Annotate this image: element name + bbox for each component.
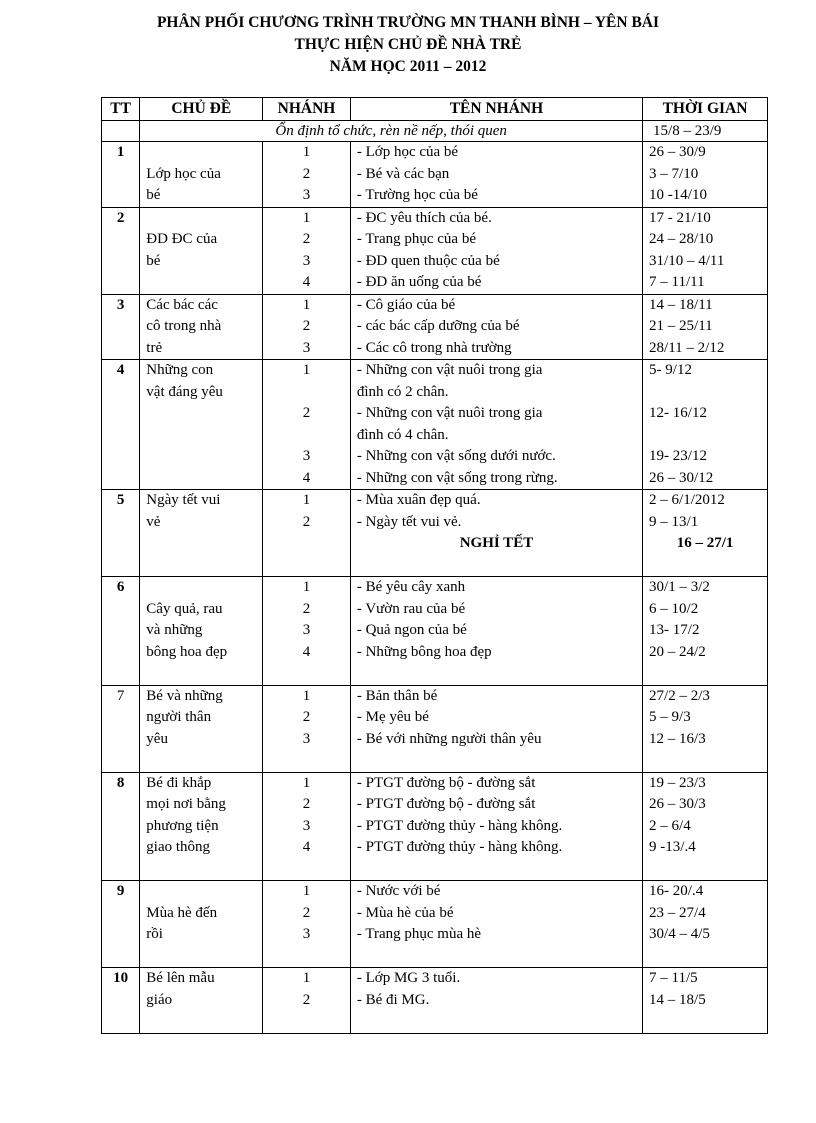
branch-number: 3: [302, 622, 311, 638]
blank-line: [102, 794, 139, 816]
blank-line: [102, 555, 139, 577]
cell-tt: [102, 968, 140, 1034]
cell-ten-nhanh: [350, 490, 642, 577]
blank-line: [643, 859, 767, 881]
topic-number: 9: [116, 883, 125, 899]
topic-number: 8: [116, 774, 125, 791]
cell-chu-de: [140, 294, 263, 360]
topic-name-line: giao thông: [146, 839, 211, 855]
topic-name-line: Bé và những: [146, 687, 223, 704]
blank-line: [351, 859, 642, 881]
branch-number: 1: [302, 209, 311, 226]
intro-text: Ổn định tổ chức, rèn nề nếp, thói quen: [140, 121, 643, 142]
blank-line: [643, 663, 767, 685]
blank-line: [643, 946, 767, 968]
branch-name: - Mùa hè của bé: [356, 904, 454, 921]
cell-thoi-gian: [643, 772, 768, 881]
topic-name-line: vật đáng yêu: [146, 383, 223, 400]
branch-number: 2: [302, 405, 311, 421]
cell-tt: [102, 207, 140, 294]
branch-number: 1: [302, 579, 311, 595]
blank-line: [140, 750, 262, 772]
blank-line: [102, 837, 139, 859]
blank-line: [102, 229, 139, 251]
holiday-label: NGHỈ TẾT: [459, 535, 534, 551]
time-range: 9 -13/.4: [649, 839, 696, 855]
branch-name: đình có 2 chân.: [356, 383, 449, 400]
cell-chu-de: [140, 490, 263, 577]
blank-line: [102, 859, 139, 881]
cell-thoi-gian: [643, 294, 768, 360]
blank-line: [351, 555, 642, 577]
branch-name: - Bé với những người thân yêu: [356, 730, 542, 747]
branch-name: - Mùa xuân đẹp quá.: [356, 492, 481, 508]
blank-line: [102, 425, 139, 447]
branch-number: [263, 425, 350, 447]
branch-name: - Những con vật sống dưới nước.: [356, 448, 556, 464]
topic-number: 10: [113, 970, 129, 986]
topic-name-line: Các bác các: [146, 296, 218, 313]
blank-line: [263, 946, 350, 968]
table-row: [102, 207, 768, 294]
time-range: 7 – 11/11: [649, 274, 705, 290]
cell-tt: [102, 142, 140, 208]
cell-nhanh: [263, 490, 351, 577]
branch-number: 3: [302, 730, 311, 747]
time-range: 28/11 – 2/12: [649, 339, 725, 356]
time-range: 19 – 23/3: [649, 774, 706, 791]
time-range: [643, 425, 767, 447]
blank-line: [263, 533, 350, 555]
cell-nhanh: [263, 577, 351, 686]
time-range: 23 – 27/4: [649, 904, 706, 921]
branch-name: - Cô giáo của bé: [356, 296, 456, 313]
cell-tt: [102, 490, 140, 577]
topic-name-line: giáo: [146, 991, 173, 1008]
blank-line: [263, 1011, 350, 1033]
branch-number: 3: [302, 339, 311, 356]
time-range: 30/1 – 3/2: [649, 579, 710, 595]
branch-name: - Quả ngon của bé: [356, 622, 467, 638]
blank-line: [351, 946, 642, 968]
column-header-tt: TT: [102, 98, 140, 121]
blank-line: [102, 1011, 139, 1033]
blank-line: [102, 620, 139, 642]
cell-nhanh: [263, 142, 351, 208]
table-row: [102, 294, 768, 360]
time-range: 31/10 – 4/11: [649, 252, 725, 269]
blank-line: [102, 382, 139, 404]
cell-tt: [102, 577, 140, 686]
blank-line: [351, 1011, 642, 1033]
branch-name: - Những con vật nuôi trong gia: [356, 362, 543, 378]
branch-name: - Bé yêu cây xanh: [356, 579, 466, 595]
cell-tt: [102, 881, 140, 968]
time-range: 12- 16/12: [649, 405, 707, 421]
table-row: [102, 360, 768, 490]
branch-number: 4: [302, 469, 311, 486]
branch-name: - Bé và các bạn: [356, 165, 450, 182]
header-title: PHÂN PHỐI CHƯƠNG TRÌNH TRƯỜNG MN THANH BÌNH – YÊN BÁI: [156, 14, 660, 31]
intro-row: [102, 121, 768, 142]
time-range: [643, 382, 767, 404]
branch-number: 3: [302, 252, 311, 269]
document-header: [0, 12, 816, 78]
topic-name-line: ĐD ĐC của: [146, 231, 218, 247]
time-range: 21 – 25/11: [649, 318, 713, 334]
time-range: 24 – 28/10: [649, 231, 714, 247]
branch-name: - Các cô trong nhà trường: [356, 339, 512, 356]
blank-line: [643, 1011, 767, 1033]
time-range: 2 – 6/1/2012: [649, 492, 725, 508]
branch-name: - Những bông hoa đẹp: [356, 643, 492, 660]
blank-line: [351, 663, 642, 685]
branch-number: 1: [302, 492, 311, 508]
branch-name: - Nước với bé: [356, 883, 441, 899]
topic-number: 3: [116, 296, 125, 313]
time-range: 9 – 13/1: [649, 513, 699, 530]
time-range: 26 – 30/9: [649, 144, 706, 160]
blank-line: [102, 924, 139, 946]
cell-thoi-gian: [643, 490, 768, 577]
topic-name-line: [140, 208, 262, 230]
branch-number: 2: [302, 904, 311, 921]
blank-line: [140, 859, 262, 881]
time-range: 30/4 – 4/5: [649, 926, 710, 942]
branch-name: - ĐC yêu thích của bé.: [356, 209, 492, 226]
cell-chu-de: [140, 577, 263, 686]
branch-name: - ĐD ăn uống của bé: [356, 274, 482, 290]
branch-number: 1: [302, 296, 311, 313]
blank-line: [351, 750, 642, 772]
schedule-table: [101, 97, 768, 1034]
blank-line: [102, 338, 139, 360]
cell-nhanh: [263, 881, 351, 968]
time-range: 5- 9/12: [649, 362, 692, 378]
cell-ten-nhanh: [350, 772, 642, 881]
column-header-chu-de: CHỦ ĐỀ: [140, 98, 263, 121]
blank-line: [102, 707, 139, 729]
topic-name-line: Những con: [146, 362, 214, 378]
topic-name-line: bông hoa đẹp: [146, 643, 228, 660]
table-row: [102, 685, 768, 772]
blank-line: [102, 750, 139, 772]
branch-number: 1: [302, 774, 311, 791]
branch-number: 2: [302, 796, 311, 812]
blank-line: [102, 990, 139, 1012]
branch-name: - Trường học của bé: [356, 187, 478, 203]
branch-number: 1: [302, 144, 311, 160]
topic-name-line: người thân: [146, 709, 212, 725]
branch-number: 3: [302, 926, 311, 942]
blank-line: [643, 750, 767, 772]
cell-chu-de: [140, 685, 263, 772]
cell-nhanh: [263, 968, 351, 1034]
blank-line: [140, 946, 262, 968]
cell-ten-nhanh: [350, 360, 642, 490]
time-range: 14 – 18/5: [649, 991, 706, 1008]
branch-name: - Mẹ yêu bé: [356, 709, 429, 725]
cell-ten-nhanh: [350, 207, 642, 294]
header-school-year: NĂM HỌC 2011 – 2012: [329, 58, 487, 75]
topic-name-line: [140, 577, 262, 599]
cell-chu-de: [140, 881, 263, 968]
branch-number: 2: [302, 600, 311, 617]
branch-number: 4: [302, 839, 311, 855]
time-range: 16- 20/.4: [649, 883, 704, 899]
branch-name: - Lớp MG 3 tuổi.: [356, 970, 461, 986]
holiday-time: 16 – 27/1: [676, 535, 734, 551]
branch-name: - PTGT đường bộ - đường sắt: [356, 774, 536, 791]
branch-number: 4: [302, 274, 311, 290]
branch-number: 4: [302, 643, 311, 660]
topic-name-line: rồi: [146, 926, 163, 942]
column-header-thoi-gian: THỜI GIAN: [643, 98, 768, 121]
blank-line: [140, 446, 262, 468]
cell-chu-de: [140, 142, 263, 208]
blank-line: [102, 729, 139, 751]
topic-name-line: mọi nơi bằng: [146, 796, 226, 812]
table-row: [102, 142, 768, 208]
blank-line: [140, 663, 262, 685]
time-range: 12 – 16/3: [649, 730, 706, 747]
header-subtitle: THỰC HIỆN CHỦ ĐỀ NHÀ TRẺ: [294, 36, 522, 53]
branch-number: 2: [302, 709, 311, 725]
branch-name: - PTGT đường bộ - đường sắt: [356, 796, 536, 812]
branch-name: - Trang phục mùa hè: [356, 926, 482, 942]
cell-tt: [102, 360, 140, 490]
branch-name: - PTGT đường thủy - hàng không.: [356, 839, 563, 855]
table-header-row: [102, 98, 768, 121]
blank-line: [140, 468, 262, 490]
topic-name-line: Cây quả, rau: [146, 600, 223, 617]
cell-tt: [102, 685, 140, 772]
topic-name-line: Mùa hè đến: [146, 904, 218, 921]
time-range: 3 – 7/10: [649, 165, 699, 182]
blank-line: [102, 468, 139, 490]
branch-number: 1: [302, 883, 311, 899]
table-row: [102, 772, 768, 881]
cell-chu-de: [140, 772, 263, 881]
cell-thoi-gian: [643, 685, 768, 772]
branch-number: 1: [302, 687, 311, 704]
blank-line: [643, 555, 767, 577]
blank-line: [102, 446, 139, 468]
time-range: 26 – 30/12: [649, 469, 714, 486]
cell-thoi-gian: [643, 577, 768, 686]
topic-number: 7: [116, 687, 125, 704]
blank-line: [263, 663, 350, 685]
time-range: 14 – 18/11: [649, 296, 713, 313]
cell-ten-nhanh: [350, 142, 642, 208]
topic-number: 4: [116, 362, 125, 378]
topic-name-line: phương tiện: [146, 817, 219, 834]
branch-number: 2: [302, 318, 311, 334]
topic-name-line: Ngày tết vui: [146, 492, 221, 508]
topic-number: 5: [116, 492, 125, 508]
blank-line: [140, 533, 262, 555]
cell-thoi-gian: [643, 207, 768, 294]
topic-name-line: [140, 142, 262, 164]
branch-name: - các bác cấp dưỡng của bé: [356, 318, 520, 334]
cell-tt: [102, 772, 140, 881]
time-range: 6 – 10/2: [649, 600, 699, 617]
topic-name-line: trẻ: [146, 339, 163, 356]
branch-number: 2: [302, 231, 311, 247]
blank-line: [140, 272, 262, 294]
time-range: 13- 17/2: [649, 622, 700, 638]
branch-name: - Trang phục của bé: [356, 231, 477, 247]
blank-line: [102, 316, 139, 338]
topic-name-line: cô trong nhà: [146, 318, 222, 334]
time-range: 10 -14/10: [649, 187, 707, 203]
branch-name: - Những con vật sống trong rừng.: [356, 469, 558, 486]
topic-number: 1: [116, 144, 125, 160]
time-range: 17 - 21/10: [649, 209, 711, 226]
topic-name-line: Bé lên mẫu: [146, 970, 215, 986]
topic-name-line: [140, 881, 262, 903]
blank-line: [263, 555, 350, 577]
table-row: [102, 577, 768, 686]
table-row: [102, 881, 768, 968]
cell-nhanh: [263, 360, 351, 490]
branch-number: 3: [302, 817, 311, 834]
cell-nhanh: [263, 207, 351, 294]
cell-ten-nhanh: [350, 294, 642, 360]
branch-number: [263, 382, 350, 404]
topic-name-line: vẻ: [146, 513, 161, 530]
branch-name: - Những con vật nuôi trong gia: [356, 405, 543, 421]
time-range: 20 – 24/2: [649, 643, 706, 660]
table-row: [102, 490, 768, 577]
branch-name: - Ngày tết vui vẻ.: [356, 513, 462, 530]
blank-line: [102, 642, 139, 664]
blank-line: [263, 859, 350, 881]
blank-line: [102, 512, 139, 534]
time-range: 2 – 6/4: [649, 817, 691, 834]
cell-thoi-gian: [643, 968, 768, 1034]
branch-name: đình có 4 chân.: [356, 426, 449, 443]
branch-number: 3: [302, 448, 311, 464]
column-header-nhanh: NHÁNH: [263, 98, 351, 121]
cell-ten-nhanh: [350, 968, 642, 1034]
cell-nhanh: [263, 294, 351, 360]
topic-number: 2: [116, 209, 125, 226]
time-range: 5 – 9/3: [649, 709, 691, 725]
blank-line: [140, 555, 262, 577]
column-header-ten-nhanh: TÊN NHÁNH: [350, 98, 642, 121]
branch-name: - Vườn rau của bé: [356, 600, 466, 617]
intro-time: 15/8 – 23/9: [643, 121, 768, 142]
topic-name-line: và những: [146, 622, 203, 638]
branch-number: 1: [302, 362, 311, 378]
time-range: 27/2 – 2/3: [649, 687, 710, 704]
blank-line: [102, 946, 139, 968]
blank-line: [140, 403, 262, 425]
cell-ten-nhanh: [350, 577, 642, 686]
topic-name-line: bé: [146, 252, 161, 269]
blank-line: [102, 403, 139, 425]
blank-line: [102, 272, 139, 294]
blank-line: [140, 1011, 262, 1033]
blank-line: [140, 425, 262, 447]
time-range: 19- 23/12: [649, 448, 707, 464]
branch-number: 1: [302, 970, 311, 986]
blank-line: [102, 251, 139, 273]
branch-number: 2: [302, 513, 311, 530]
cell-chu-de: [140, 360, 263, 490]
blank-line: [102, 185, 139, 207]
table-row: [102, 968, 768, 1034]
topic-name-line: Bé đi khắp: [146, 774, 212, 791]
cell-chu-de: [140, 207, 263, 294]
blank-line: [102, 663, 139, 685]
branch-name: - Lớp học của bé: [356, 144, 459, 160]
topic-name-line: bé: [146, 187, 161, 203]
cell-thoi-gian: [643, 142, 768, 208]
branch-number: 2: [302, 991, 311, 1008]
cell-tt: [102, 294, 140, 360]
cell-ten-nhanh: [350, 685, 642, 772]
branch-name: - Bé đi MG.: [356, 991, 430, 1008]
blank-line: [102, 533, 139, 555]
cell-nhanh: [263, 685, 351, 772]
blank-line: [102, 903, 139, 925]
branch-number: 2: [302, 165, 311, 182]
cell-nhanh: [263, 772, 351, 881]
topic-number: 6: [116, 579, 125, 595]
cell-thoi-gian: [643, 881, 768, 968]
cell-chu-de: [140, 968, 263, 1034]
branch-number: 3: [302, 187, 311, 203]
time-range: 26 – 30/3: [649, 796, 706, 812]
branch-name: - PTGT đường thủy - hàng không.: [356, 817, 563, 834]
topic-name-line: Lớp học của: [146, 165, 221, 182]
blank-line: [102, 164, 139, 186]
cell-thoi-gian: [643, 360, 768, 490]
branch-name: - Bản thân bé: [356, 687, 438, 704]
blank-line: [263, 750, 350, 772]
blank-line: [102, 816, 139, 838]
topic-name-line: yêu: [146, 730, 168, 747]
time-range: 7 – 11/5: [649, 970, 698, 986]
branch-name: - ĐD quen thuộc của bé: [356, 252, 500, 269]
blank-line: [102, 599, 139, 621]
cell-ten-nhanh: [350, 881, 642, 968]
